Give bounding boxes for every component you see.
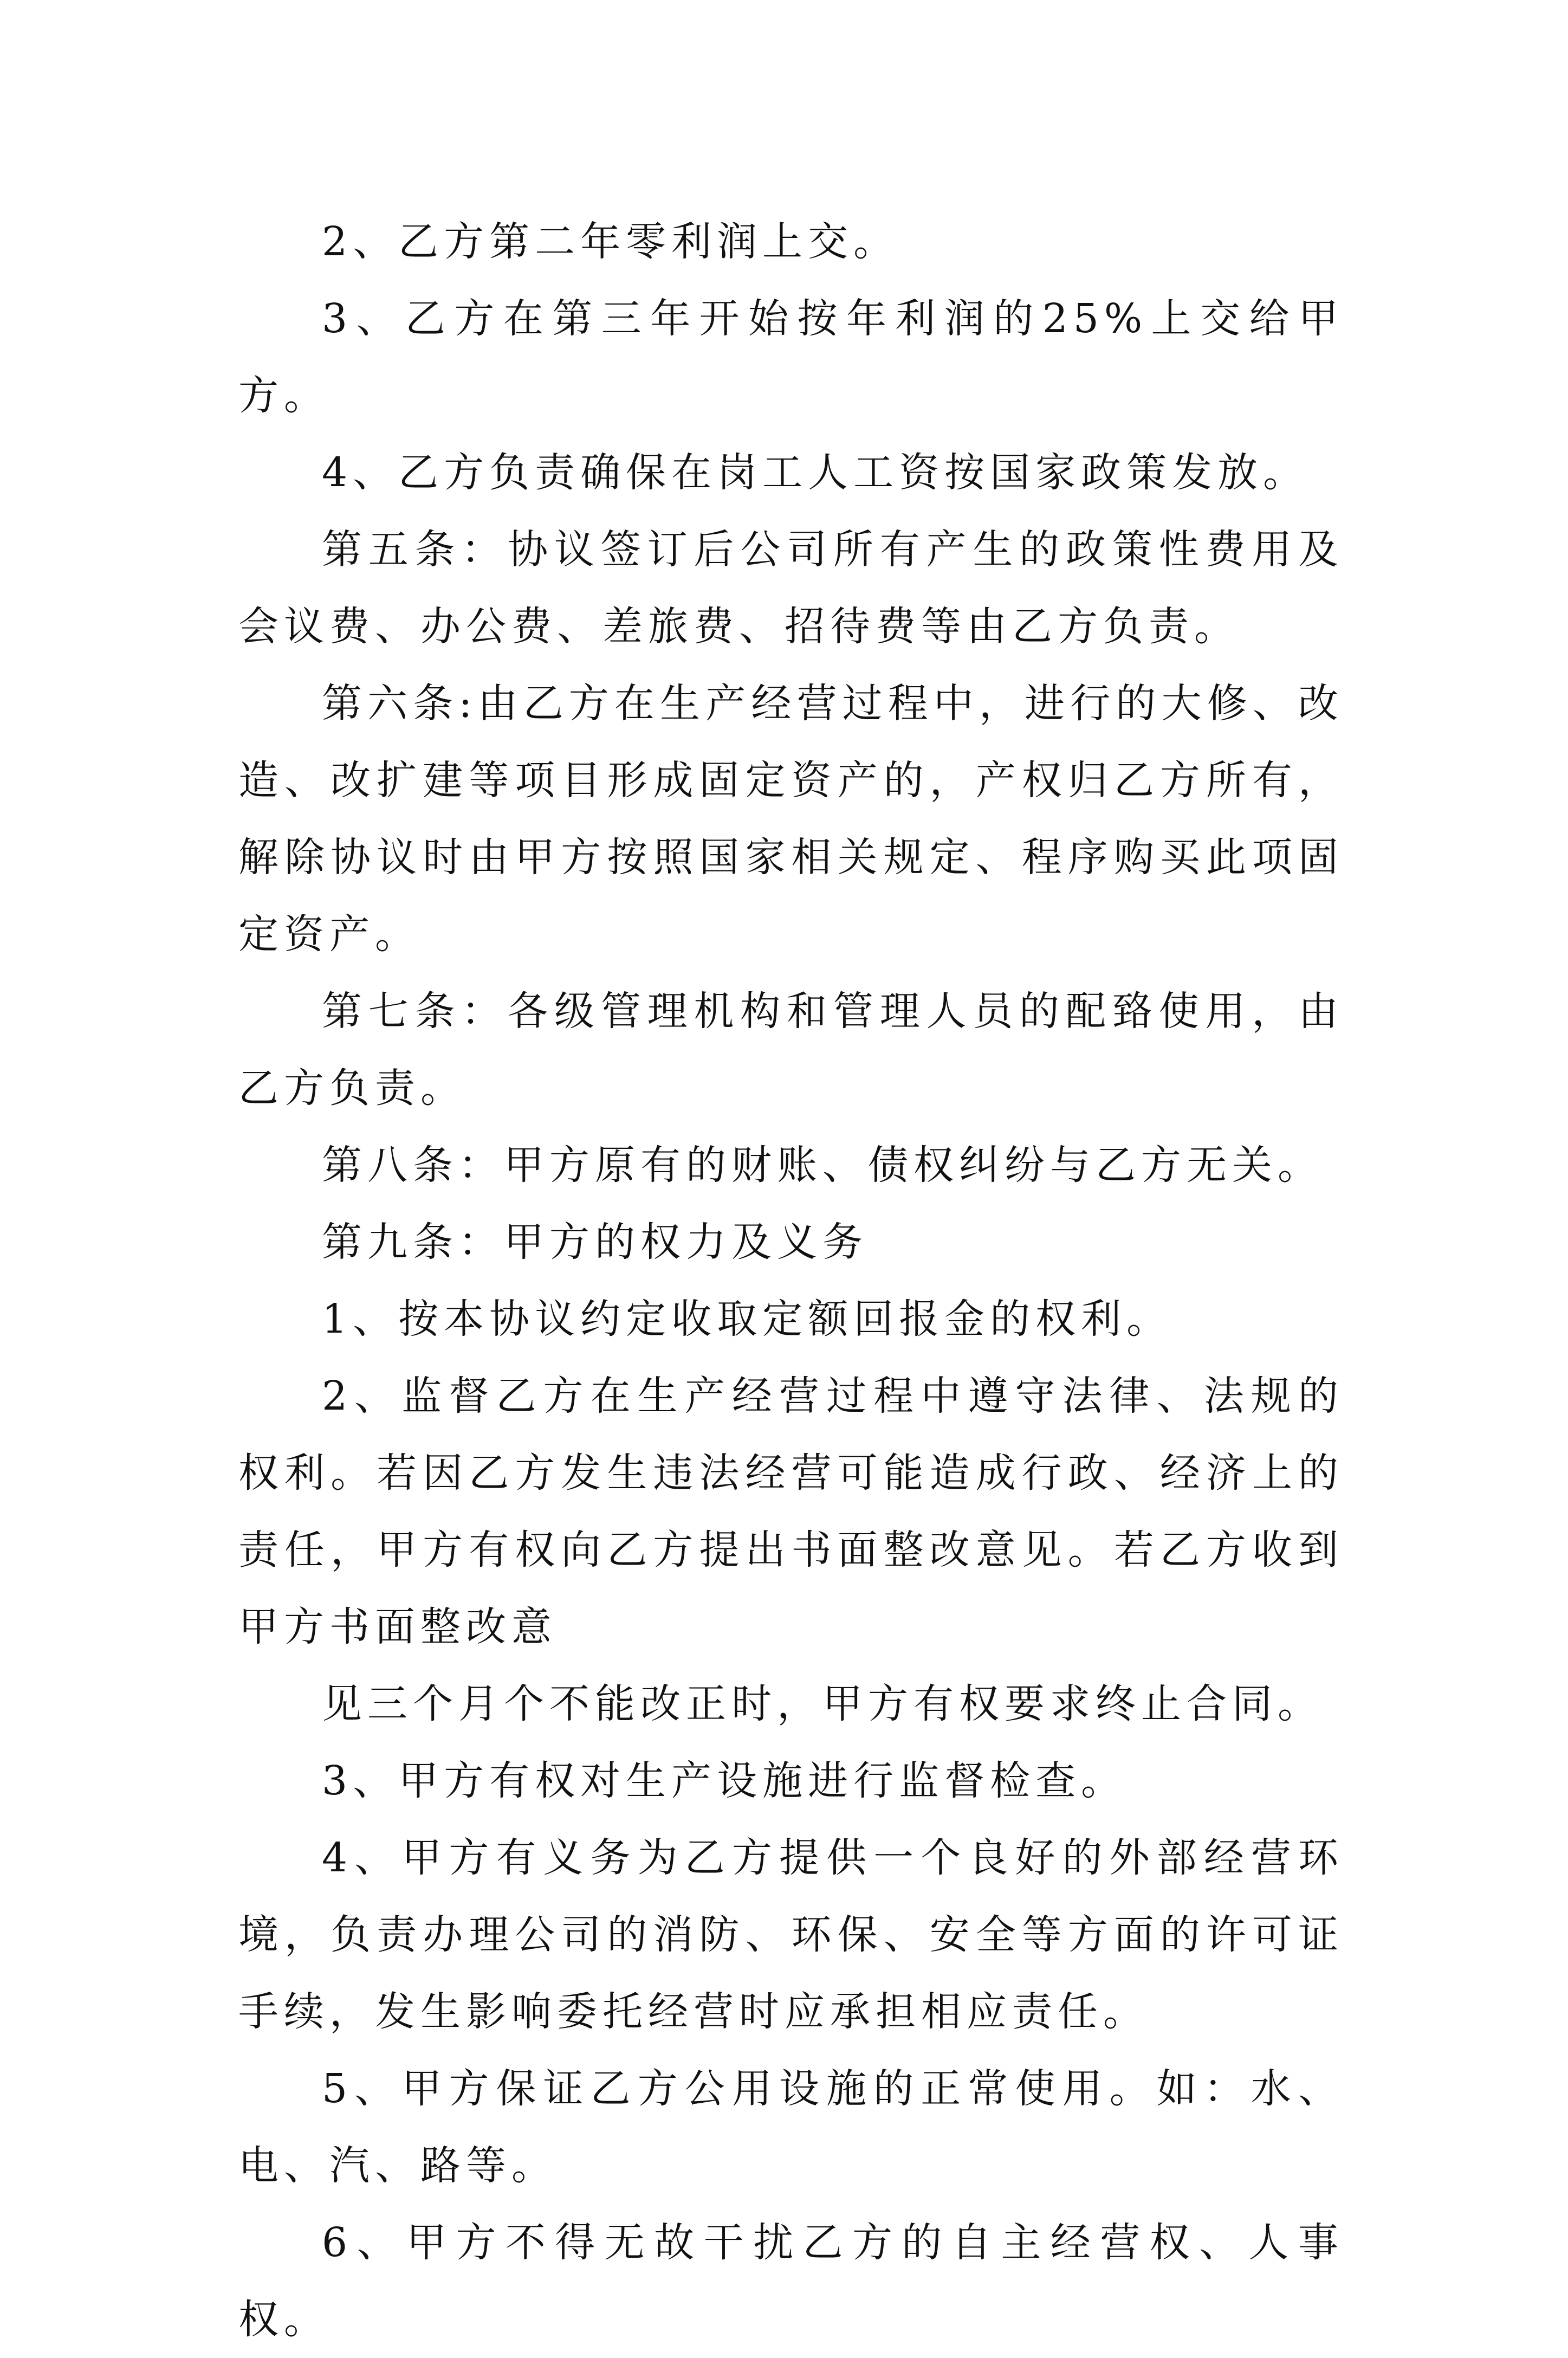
- paragraph: 1、按本协议约定收取定额回报金的权利。: [322, 1296, 1172, 1342]
- paragraph: 4、甲方有义务为乙方提供一个良好的外部经营环境，负责办理公司的消防、环保、安全等方面的许可证手续，发生影响委托经营时应承担相应责任。: [238, 1834, 1344, 2035]
- paragraph: 2、监督乙方在生产经营过程中遵守法律、法规的权利。若因乙方发生违法经营可能造成行政、经济上的责任，甲方有权向乙方提出书面整改意见。若乙方收到甲方书面整改意: [238, 1373, 1344, 1650]
- paragraph: 见三个月个不能改正时，甲方有权要求终止合同。: [322, 1681, 1323, 1727]
- paragraph: 6、甲方不得无故干扰乙方的自主经营权、人事权。: [238, 2219, 1344, 2343]
- paragraph: 5、甲方保证乙方公用设施的正常使用。如：水、电、汽、路等。: [238, 2065, 1344, 2189]
- paragraph: 3、乙方在第三年开始按年利润的25%上交给甲方。: [238, 295, 1344, 419]
- paragraph: 第六条:由乙方在生产经营过程中，进行的大修、改造、改扩建等项目形成固定资产的，产权归乙方所有，解除协议时由甲方按照国家相关规定、程序购买此项固定资产。: [238, 680, 1344, 958]
- paragraph: 第五条：协议签订后公司所有产生的政策性费用及会议费、办公费、差旅费、招待费等由乙方负责。: [238, 526, 1344, 650]
- paragraph: 第九条：甲方的权力及义务: [322, 1219, 868, 1265]
- paragraph: 第七条：各级管理机构和管理人员的配臵使用，由乙方负责。: [238, 988, 1344, 1112]
- paragraph: 2、乙方第二年零利润上交。: [322, 218, 899, 265]
- paragraph: 4、乙方负责确保在岗工人工资按国家政策发放。: [322, 449, 1309, 496]
- paragraph: 3、甲方有权对生产设施进行监督检查。: [322, 1758, 1127, 1804]
- paragraph: 第八条：甲方原有的财账、债权纠纷与乙方无关。: [322, 1142, 1323, 1188]
- document-body: [238, 203, 1344, 2358]
